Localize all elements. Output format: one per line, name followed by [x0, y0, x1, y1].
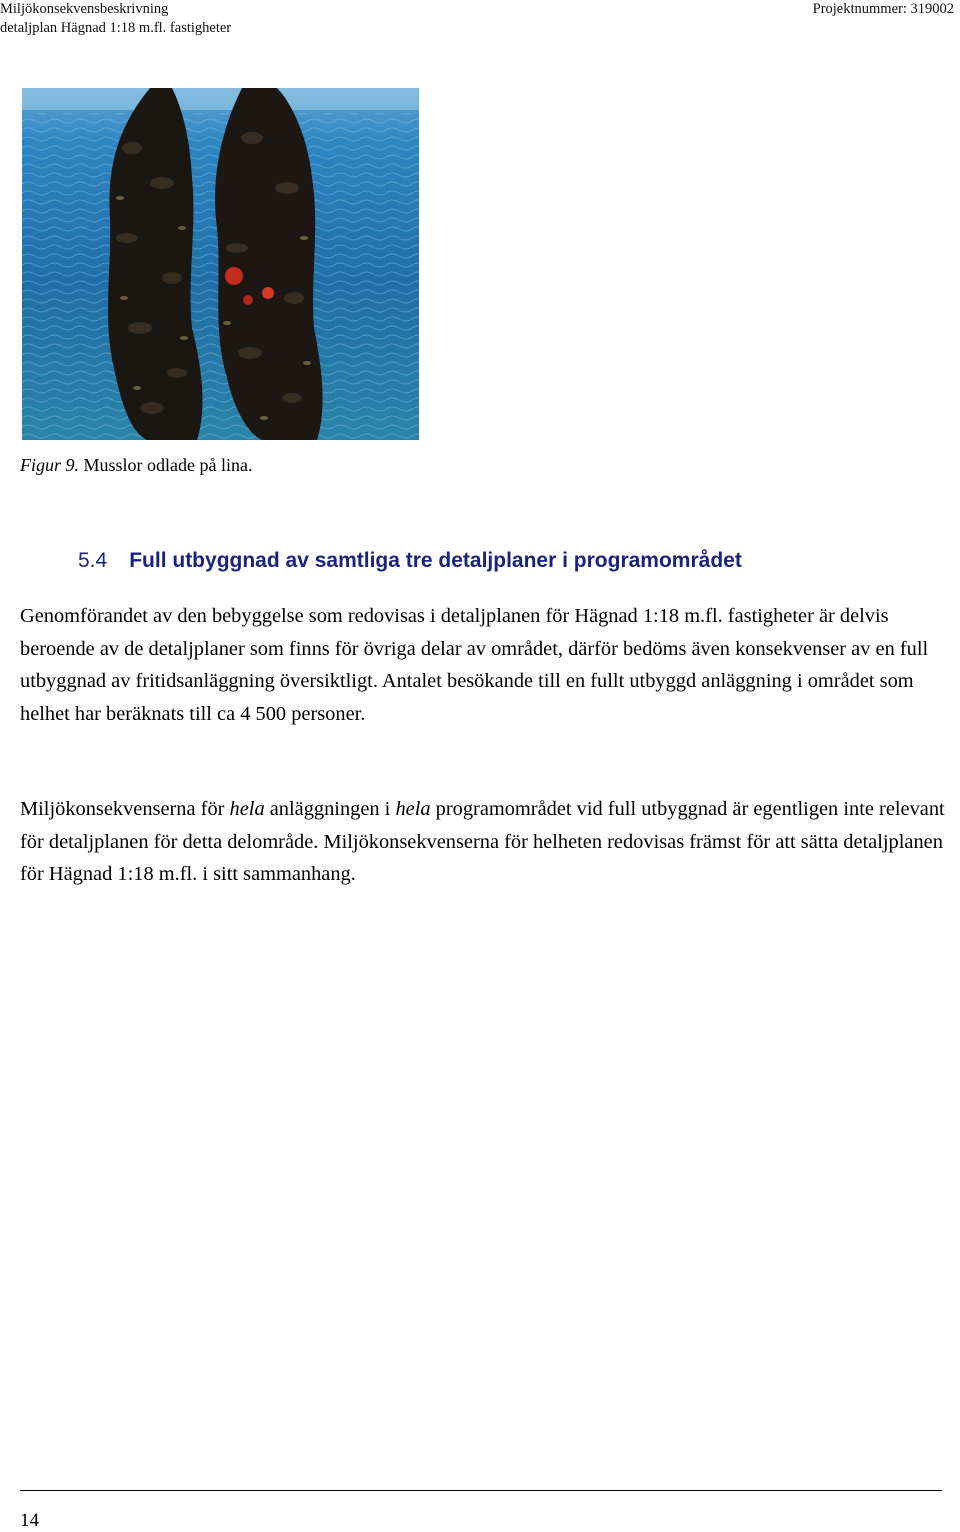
header-doc-type: Miljökonsekvensbeskrivning [0, 1, 169, 17]
paragraph-2-text-a: Miljökonsekvenserna för [20, 798, 230, 820]
section-number: 5.4 [78, 549, 108, 572]
page-number: 14 [20, 1510, 39, 1531]
running-header-left [0, 0, 231, 38]
footer-rule [20, 1490, 942, 1491]
figure-caption-label: Figur 9. [20, 455, 80, 475]
paragraph-2-text-b: anläggningen i [264, 798, 396, 820]
paragraph-2-emphasis-1: hela [229, 798, 265, 820]
paragraph-2-text-c: programområdet vid full utbyggnad är egentligen inte relevant för detaljplanen för detta delområde. Miljökonsekvenserna för helheten redovisas främst för att sätta detaljplanen för Hägnad 1:18 m.fl. i sitt sammanhang. [20, 798, 945, 885]
body-paragraph-1: Genomförandet av den bebyggelse som redovisas i detaljplanen för Hägnad 1:18 m.fl. fastigheter är delvis beroende av de detaljplaner som finns för övriga delar av området, därför bedöms även konsekvenser av en full utbyggnad av fritidsanläggning översiktligt. Antalet besökande till en fullt utbyggd anläggning i området som helhet har beräknats till ca 4 500 personer. [20, 605, 929, 725]
header-project-number: Projektnummer: 319002 [812, 1, 954, 17]
paragraph-2-emphasis-2: hela [395, 798, 431, 820]
figure-caption [20, 455, 253, 476]
figure-caption-text: Musslor odlade på lina. [79, 455, 253, 475]
mussel-photo [22, 88, 419, 440]
body-paragraph-2 [20, 793, 948, 891]
header-plan-name: detaljplan Hägnad 1:18 m.fl. fastigheter [0, 20, 232, 36]
section-title: Full utbyggnad av samtliga tre detaljplaner i programområdet [129, 549, 742, 572]
section-heading [78, 549, 742, 573]
